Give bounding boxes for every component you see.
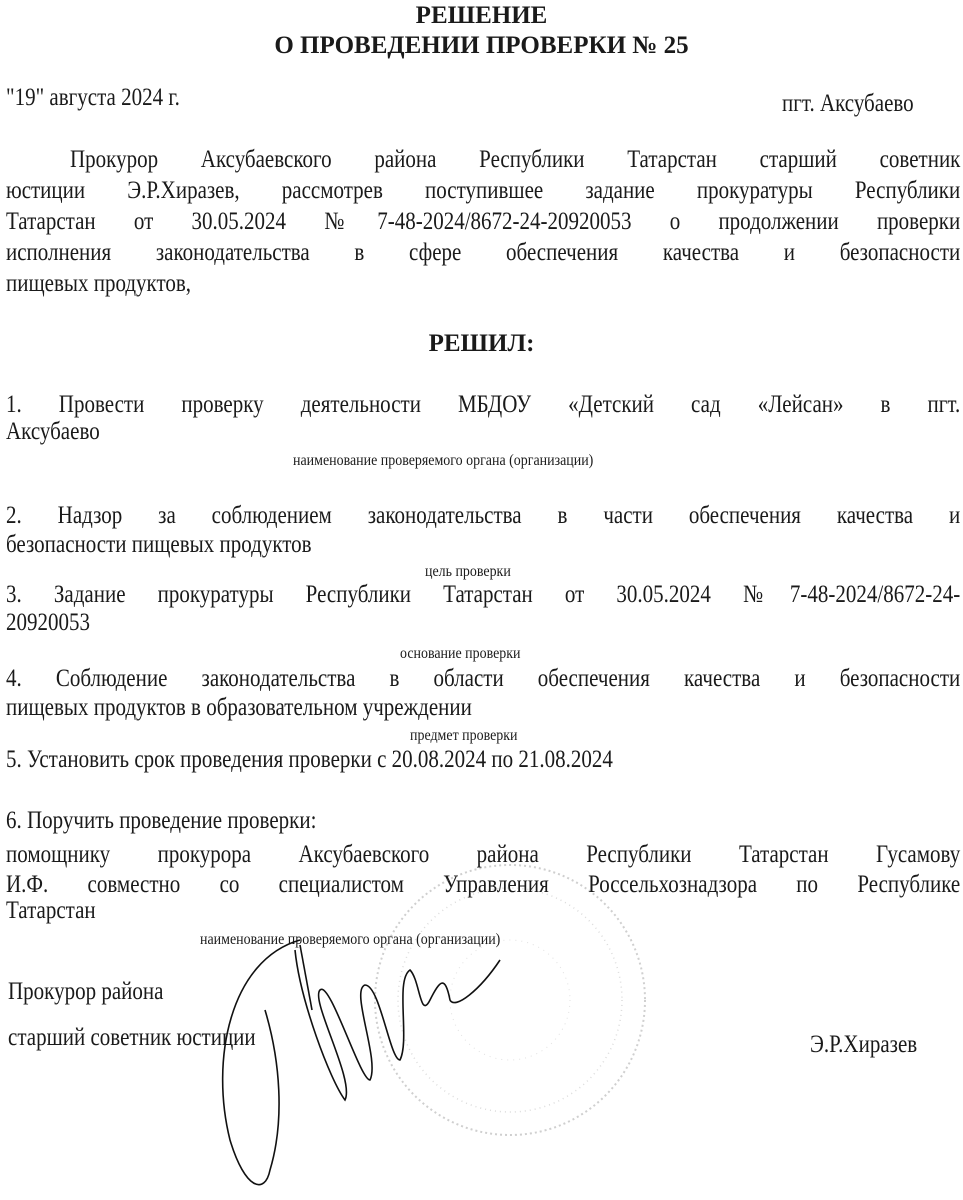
item-1-line: 1. Провести проверку деятельности МБДОУ «Детский сад «Лейсан» в пгт. [6,391,961,418]
item-4-line: пищевых продуктов в образовательном учреждении [6,694,472,721]
item-2-line: безопасности пищевых продуктов [6,531,312,558]
document-date: "19" августа 2024 г. [6,84,180,111]
item-1-caption: наименование проверяемого органа (организации) [293,452,594,469]
handwritten-signature [223,940,500,1185]
item-2-caption: цель проверки [425,563,511,580]
item-6-line: Татарстан [6,897,96,924]
item-6-caption: наименование проверяемого органа (организации) [200,931,501,948]
official-stamp [375,865,645,1135]
item-4-line: 4. Соблюдение законодательства в области обеспечения качества и безопасности [6,665,961,692]
preamble-line: Прокурор Аксубаевского района Республики Татарстан старший советник [70,146,961,173]
item-3-line: 3. Задание прокуратуры Республики Татарстан от 30.05.2024 №7-48-2024/8672-24- [6,581,961,608]
item-6-line: И.Ф. совместно со специалистом Управления Россельхознадзора по Республике [6,871,961,898]
signer-name: Э.Р.Хиразев [810,1031,918,1058]
preamble-line: юстиции Э.Р.Хиразев, рассмотрев поступившее задание прокуратуры Республики [6,177,961,204]
item-6-line: 6. Поручить проведение проверки: [6,807,317,834]
item-6-line: помощнику прокурора Аксубаевского района Республики Татарстан Гусамову [6,841,961,868]
document-title: РЕШЕНИЕ [415,2,548,29]
signer-position-line1: Прокурор района [8,978,164,1005]
item-1-line: Аксубаево [6,418,100,445]
document-subtitle: О ПРОВЕДЕНИИ ПРОВЕРКИ № 25 [274,32,689,59]
item-3-caption: основание проверки [400,645,521,662]
item-4-caption: предмет проверки [410,727,518,744]
preamble-line: пищевых продуктов, [6,270,192,297]
decided-heading: РЕШИЛ: [428,330,535,357]
document-place: пгт. Аксубаево [782,90,914,117]
item-3-line: 20920053 [6,609,90,636]
item-5: 5. Установить срок проведения проверки с 20.08.2024 по 21.08.2024 [6,746,613,773]
signer-position-line2: старший советник юстиции [8,1024,256,1051]
preamble-line: исполнения законодательства в сфере обеспечения качества и безопасности [6,239,961,266]
preamble-line: Татарстан от 30.05.2024 №7-48-2024/8672-24-20920053 о продолжении проверки [6,208,961,235]
item-2-line: 2. Надзор за соблюдением законодательства в части обеспечения качества и [6,502,961,529]
